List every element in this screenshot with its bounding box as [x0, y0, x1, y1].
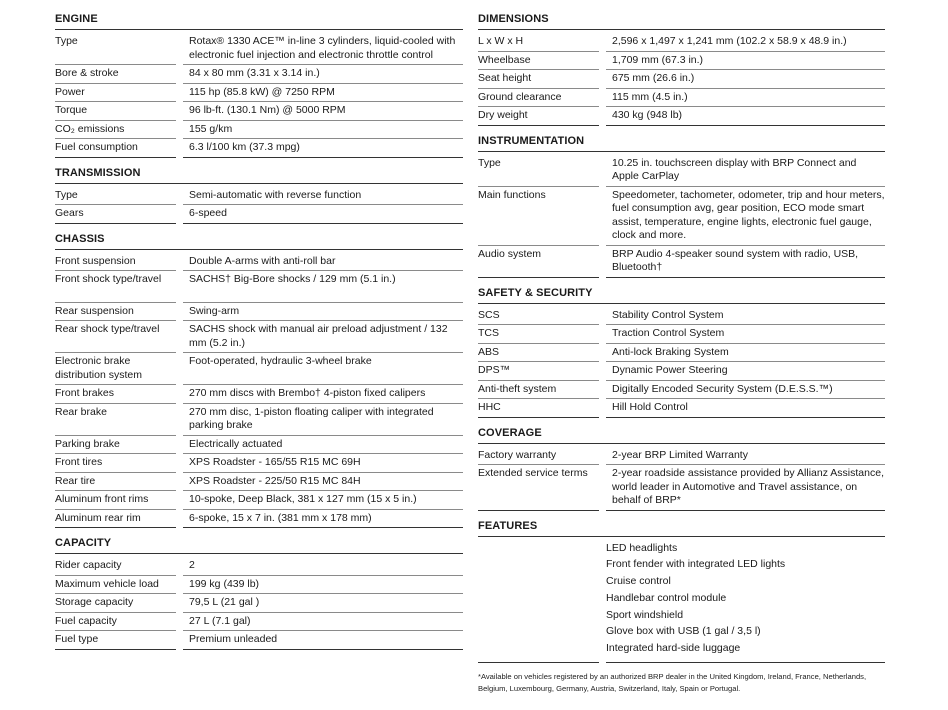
spec-value: 270 mm discs with Brembo† 4-piston fixed calipers — [189, 387, 426, 399]
feature-item: Sport windshield — [606, 608, 684, 621]
spec-value: Double A-arms with anti-roll bar — [189, 254, 336, 267]
section-features — [478, 520, 885, 664]
spec-label: Anti-theft system — [478, 382, 557, 395]
spec-label: Power — [55, 85, 85, 98]
features-key-blank — [478, 542, 606, 660]
spec-label: Fuel capacity — [55, 614, 117, 627]
spec-value: Electrically actuated — [189, 437, 283, 450]
spec-label: Ground clearance — [478, 90, 562, 103]
spec-label: Audio system — [478, 247, 542, 260]
spec-label: ABS — [478, 345, 500, 358]
section-title: INSTRUMENTATION — [478, 135, 885, 152]
spec-row — [478, 70, 885, 89]
spec-label: Electronic brake distribution system — [55, 355, 142, 381]
spec-row — [478, 33, 885, 52]
section-transmission — [55, 167, 463, 224]
spec-label: CO₂ emissions — [55, 122, 125, 135]
spec-value: Semi-automatic with reverse function — [189, 188, 362, 201]
spec-value: SACHS† Big-Bore shocks / 129 mm (5.1 in.) — [189, 273, 396, 285]
spec-label: Rear brake — [55, 405, 107, 418]
spec-row — [55, 121, 463, 140]
spec-value: 6-speed — [189, 207, 227, 219]
spec-label: Dry weight — [478, 109, 528, 121]
spec-row — [478, 465, 885, 511]
spec-label: DPS™ — [478, 364, 511, 376]
spec-row — [478, 307, 885, 326]
spec-value: 10-spoke, Deep Black, 381 x 127 mm (15 x 5 in.) — [189, 493, 417, 505]
section-title: DIMENSIONS — [478, 13, 885, 30]
spec-label: Front brakes — [55, 387, 114, 399]
spec-label: SCS — [478, 308, 500, 321]
spec-value: Foot-operated, hydraulic 3-wheel brake — [189, 355, 372, 367]
spec-row — [55, 385, 463, 404]
section-instrumentation — [478, 135, 885, 278]
spec-value: 270 mm disc, 1-piston floating caliper with integrated parking brake — [189, 405, 434, 431]
spec-row — [55, 491, 463, 510]
feature-item: Front fender with integrated LED lights — [606, 558, 786, 571]
spec-row — [55, 84, 463, 103]
spec-value: XPS Roadster - 165/55 R15 MC 69H — [189, 456, 361, 468]
feature-item: Handlebar control module — [606, 591, 727, 604]
spec-value: XPS Roadster - 225/50 R15 MC 84H — [189, 474, 361, 487]
spec-value: Anti-lock Braking System — [612, 345, 729, 358]
spec-label: Front suspension — [55, 254, 136, 267]
spec-label: Bore & stroke — [55, 67, 119, 79]
spec-value: Stability Control System — [612, 308, 724, 321]
spec-row — [478, 399, 885, 418]
section-safety-security — [478, 287, 885, 418]
spec-label: Storage capacity — [55, 596, 134, 608]
spec-value: Dynamic Power Steering — [612, 364, 728, 376]
spec-label: Parking brake — [55, 437, 120, 450]
feature-item: LED headlights — [606, 541, 678, 554]
spec-label: Gears — [55, 207, 84, 219]
section-title: ENGINE — [55, 13, 463, 30]
spec-label: Type — [55, 188, 78, 201]
features-block — [478, 540, 885, 664]
spec-row — [55, 353, 463, 385]
left-column — [55, 13, 463, 650]
spec-row — [55, 205, 463, 224]
spec-value: 1,709 mm (67.3 in.) — [612, 53, 704, 66]
feature-item: Integrated hard-side luggage — [606, 642, 741, 655]
spec-value: 675 mm (26.6 in.) — [612, 72, 695, 84]
spec-value: BRP Audio 4-speaker sound system with radio, USB, Bluetooth† — [612, 247, 859, 273]
spec-row — [55, 139, 463, 158]
spec-value: 430 kg (948 lb) — [612, 109, 683, 121]
spec-row — [55, 576, 463, 595]
spec-row — [478, 89, 885, 108]
section-chassis — [55, 233, 463, 529]
spec-value: 6.3 l/100 km (37.3 mpg) — [189, 141, 300, 153]
feature-item: Cruise control — [606, 575, 671, 588]
spec-label: TCS — [478, 327, 499, 339]
spec-label: Rear suspension — [55, 304, 134, 317]
spec-row — [478, 344, 885, 363]
section-title: FEATURES — [478, 520, 885, 537]
spec-row — [55, 303, 463, 322]
spec-label: Wheelbase — [478, 53, 531, 66]
spec-value: 27 L (7.1 gal) — [189, 614, 251, 627]
spec-value: SACHS shock with manual air preload adjustment / 132 mm (5.2 in.) — [189, 323, 448, 349]
spec-value: 2,596 x 1,497 x 1,241 mm (102.2 x 58.9 x 48.9 in.) — [612, 35, 847, 47]
spec-label: Aluminum rear rim — [55, 511, 141, 524]
spec-label: Factory warranty — [478, 448, 557, 461]
spec-row — [478, 447, 885, 466]
spec-label: Aluminum front rims — [55, 493, 149, 505]
spec-row — [478, 325, 885, 344]
spec-row — [55, 510, 463, 529]
section-title: COVERAGE — [478, 427, 885, 444]
spec-row — [478, 246, 885, 278]
spec-row — [55, 631, 463, 650]
spec-value: Traction Control System — [612, 327, 725, 339]
spec-value: 96 lb-ft. (130.1 Nm) @ 5000 RPM — [189, 104, 346, 116]
spec-row — [55, 271, 463, 303]
spec-row — [55, 436, 463, 455]
spec-row — [478, 187, 885, 246]
spec-row — [55, 613, 463, 632]
spec-value: 155 g/km — [189, 122, 233, 135]
spec-row — [55, 187, 463, 206]
spec-row — [55, 404, 463, 436]
spec-row — [478, 52, 885, 71]
spec-row — [55, 557, 463, 576]
features-list — [606, 542, 885, 660]
spec-value: Hill Hold Control — [612, 401, 688, 413]
section-capacity — [55, 537, 463, 650]
spec-row — [55, 33, 463, 65]
spec-value: 199 kg (439 lb) — [189, 577, 260, 590]
spec-value: Digitally Encoded Security System (D.E.S.S.™) — [612, 382, 833, 395]
spec-row — [55, 65, 463, 84]
spec-label: Rear tire — [55, 474, 96, 487]
spec-label: Extended service terms — [478, 467, 588, 479]
spec-value: Swing-arm — [189, 304, 240, 317]
spec-label: Fuel consumption — [55, 141, 138, 153]
spec-label: Seat height — [478, 72, 532, 84]
spec-value: 84 x 80 mm (3.31 x 3.14 in.) — [189, 67, 320, 79]
spec-label: Type — [55, 35, 78, 47]
spec-label: Rear shock type/travel — [55, 323, 160, 335]
spec-label: HHC — [478, 401, 501, 413]
spec-row — [55, 454, 463, 473]
spec-value: 115 mm (4.5 in.) — [612, 90, 688, 103]
section-title: CAPACITY — [55, 537, 463, 554]
spec-row — [55, 102, 463, 121]
spec-label: Front shock type/travel — [55, 273, 162, 285]
section-title: CHASSIS — [55, 233, 463, 250]
spec-value: 79,5 L (21 gal ) — [189, 596, 260, 608]
spec-label: Type — [478, 156, 501, 169]
feature-item: Glove box with USB (1 gal / 3,5 l) — [606, 625, 761, 638]
section-coverage — [478, 427, 885, 511]
right-column — [478, 13, 885, 695]
spec-value: 2-year BRP Limited Warranty — [612, 448, 748, 461]
section-dimensions — [478, 13, 885, 126]
spec-label: Torque — [55, 104, 88, 116]
section-title: SAFETY & SECURITY — [478, 287, 885, 304]
spec-value: Speedometer, tachometer, odometer, trip and hour meters, fuel consumption avg, gear position, ECO mode smart assist, temperature, engine lights, electronic fuel gauge, clock and more. — [612, 188, 885, 241]
spec-row — [55, 253, 463, 272]
spec-label: Maximum vehicle load — [55, 577, 159, 590]
spec-row — [478, 155, 885, 187]
spec-value: 115 hp (85.8 kW) @ 7250 RPM — [189, 85, 335, 98]
spec-label: Rider capacity — [55, 559, 122, 571]
spec-label: Front tires — [55, 456, 103, 468]
spec-row — [478, 362, 885, 381]
spec-value: 6-spoke, 15 x 7 in. (381 mm x 178 mm) — [189, 511, 372, 524]
section-engine — [55, 13, 463, 158]
spec-value: 2-year roadside assistance provided by Allianz Assistance, world leader in Automotive and Travel assistance, on behalf of BRP* — [612, 467, 884, 506]
spec-row — [55, 473, 463, 492]
spec-value: Rotax® 1330 ACE™ in-line 3 cylinders, liquid-cooled with electronic fuel injection and electronic throttle control — [189, 35, 456, 61]
spec-row — [55, 321, 463, 353]
section-title: TRANSMISSION — [55, 167, 463, 184]
spec-row — [478, 381, 885, 400]
spec-row — [478, 107, 885, 126]
spec-label: Main functions — [478, 188, 546, 201]
spec-row — [55, 594, 463, 613]
footnote: *Available on vehicles registered by an authorized BRP dealer in the United Kingdom, Ireland, France, Netherlands, Belgium, Luxembourg, Germany, Austria, Switzerland, Italy, Spain or Portugal. — [478, 672, 867, 694]
spec-value: 2 — [189, 559, 195, 571]
spec-value: Premium unleaded — [189, 633, 278, 645]
spec-value: 10.25 in. touchscreen display with BRP Connect and Apple CarPlay — [612, 156, 857, 182]
spec-label: Fuel type — [55, 633, 99, 645]
spec-label: L x W x H — [478, 35, 524, 47]
